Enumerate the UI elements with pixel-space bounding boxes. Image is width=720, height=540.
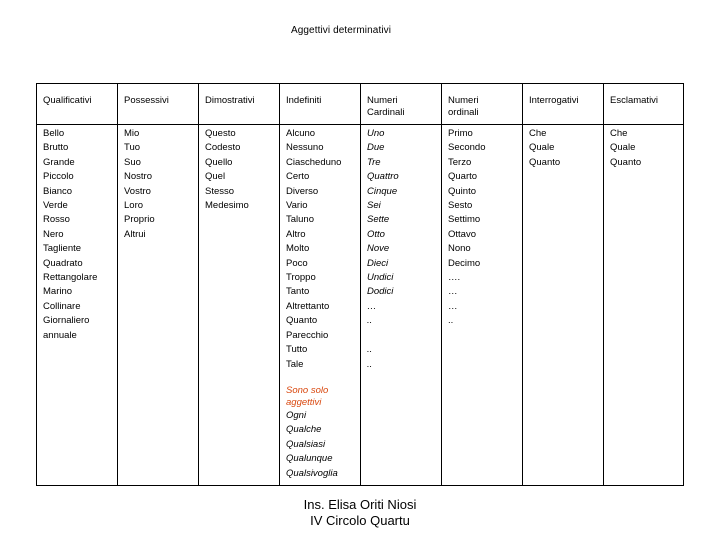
- list-item: Vario: [286, 200, 308, 212]
- list-item: …: [367, 300, 377, 312]
- author-credit: [260, 497, 460, 529]
- header-line: ordinali: [448, 107, 479, 118]
- column-divider: [441, 84, 442, 485]
- list-item: Sei: [367, 200, 381, 212]
- list-item: Rettangolare: [43, 272, 98, 284]
- list-item: Rosso: [43, 214, 70, 226]
- list-item: Taluno: [286, 214, 314, 226]
- list-item: annuale: [43, 329, 77, 341]
- list-item: Quadrato: [43, 257, 83, 269]
- list-item: Brutto: [43, 142, 69, 154]
- header-divider: [37, 124, 683, 125]
- list-item: Qualsivoglia: [286, 467, 338, 479]
- list-dimostrativi: [205, 127, 249, 213]
- list-item: Primo: [448, 128, 473, 139]
- list-item: ..: [448, 315, 454, 327]
- header-numeri-ordinali: [448, 95, 479, 119]
- list-item: Qualche: [286, 424, 322, 436]
- list-item: …: [448, 286, 458, 298]
- list-item: Undici: [367, 272, 394, 284]
- column-divider: [198, 84, 199, 485]
- list-item: Che: [610, 128, 628, 139]
- list-item: Marino: [43, 286, 73, 298]
- list-item: Cinque: [367, 185, 398, 197]
- header-interrogativi: Interrogativi: [529, 95, 579, 106]
- list-item: Altrui: [124, 228, 146, 240]
- list-item: Nessuno: [286, 142, 324, 154]
- list-item: Stesso: [205, 185, 235, 197]
- header-numeri-cardinali: [367, 95, 405, 119]
- column-divider: [360, 84, 361, 485]
- list-item: Troppo: [286, 272, 316, 284]
- list-item: Poco: [286, 257, 308, 269]
- list-item: Ogni: [286, 410, 307, 421]
- adjectives-table: [36, 83, 684, 486]
- school-name: IV Circolo Quartu: [310, 513, 410, 528]
- list-item: Altrettanto: [286, 300, 330, 312]
- list-item: Due: [367, 142, 385, 154]
- list-item: Tre: [367, 156, 381, 168]
- list-qualificativi: [43, 127, 97, 343]
- list-item: Medesimo: [205, 200, 249, 212]
- list-item: Terzo: [448, 156, 472, 168]
- list-item: Quattro: [367, 171, 399, 183]
- list-item: Suo: [124, 156, 141, 168]
- list-item: Quale: [610, 142, 636, 154]
- list-interrogativi: [529, 127, 560, 170]
- author-name: Ins. Elisa Oriti Niosi: [303, 497, 417, 512]
- list-item: Ciascheduno: [286, 156, 342, 168]
- list-item: Certo: [286, 171, 310, 183]
- list-possessivi: [124, 127, 155, 242]
- list-numeri-cardinali: [367, 127, 399, 372]
- list-item: Altro: [286, 228, 306, 240]
- list-esclamativi: [610, 127, 641, 170]
- list-item: Molto: [286, 243, 310, 255]
- list-item: Quanto: [286, 315, 318, 327]
- list-item: Parecchio: [286, 329, 329, 341]
- list-item: Bello: [43, 128, 65, 139]
- list-item: Secondo: [448, 142, 486, 154]
- list-item: Quanto: [529, 156, 561, 168]
- list-item: ..: [367, 315, 373, 327]
- list-item: Nono: [448, 243, 471, 255]
- list-item: Bianco: [43, 185, 73, 197]
- list-item: Nove: [367, 243, 390, 255]
- list-numeri-ordinali: [448, 127, 486, 329]
- list-item: ..: [367, 344, 373, 356]
- list-item: Tale: [286, 358, 304, 370]
- list-item: Diverso: [286, 185, 319, 197]
- list-item: Dieci: [367, 257, 389, 269]
- list-item: Grande: [43, 156, 75, 168]
- list-item: Codesto: [205, 142, 241, 154]
- list-item: Tanto: [286, 286, 310, 298]
- column-divider: [279, 84, 280, 485]
- list-item: Tagliente: [43, 243, 82, 255]
- list-item: Quale: [529, 142, 555, 154]
- list-item: Quinto: [448, 185, 476, 197]
- list-item: Uno: [367, 128, 385, 139]
- list-item: Proprio: [124, 214, 155, 226]
- list-item: Dodici: [367, 286, 394, 298]
- list-item: Piccolo: [43, 171, 74, 183]
- list-item: Mio: [124, 128, 140, 139]
- list-item: Giornaliero: [43, 315, 90, 327]
- list-item: Sette: [367, 214, 390, 226]
- column-divider: [117, 84, 118, 485]
- list-item: Nostro: [124, 171, 152, 183]
- page-title: Aggettivi determinativi: [290, 25, 392, 36]
- column-divider: [522, 84, 523, 485]
- list-item: Tutto: [286, 344, 308, 356]
- column-divider: [603, 84, 604, 485]
- list-item: Qualsiasi: [286, 438, 326, 450]
- list-item: Verde: [43, 200, 68, 212]
- list-item: Sesto: [448, 200, 473, 212]
- header-line: Cardinali: [367, 107, 405, 118]
- list-item: ..: [367, 358, 373, 370]
- list-item: Alcuno: [286, 128, 316, 139]
- list-item: Tuo: [124, 142, 141, 154]
- list-item: Quel: [205, 171, 226, 183]
- list-item: Loro: [124, 200, 144, 212]
- list-item: Quarto: [448, 171, 478, 183]
- header-line: Numeri: [448, 95, 479, 106]
- list-item: ….: [448, 272, 461, 284]
- note-title: Sono solo aggettivi: [286, 385, 329, 408]
- only-adjectives-note: [286, 385, 338, 409]
- list-item: …: [448, 300, 458, 312]
- header-possessivi: Possessivi: [124, 95, 169, 106]
- header-line: Numeri: [367, 95, 398, 106]
- header-indefiniti: Indefiniti: [286, 95, 322, 106]
- list-item: Questo: [205, 128, 236, 139]
- only-adjectives-list: [286, 385, 338, 481]
- list-item: Quello: [205, 156, 233, 168]
- list-item: Qualunque: [286, 453, 333, 465]
- header-esclamativi: Esclamativi: [610, 95, 659, 106]
- list-item: [367, 329, 399, 343]
- header-qualificativi: Qualificativi: [43, 95, 92, 106]
- list-item: Collinare: [43, 300, 81, 312]
- list-item: Vostro: [124, 185, 151, 197]
- header-dimostrativi: Dimostrativi: [205, 95, 255, 106]
- list-item: Ottavo: [448, 228, 476, 240]
- list-indefiniti: [286, 127, 341, 372]
- list-item: Settimo: [448, 214, 481, 226]
- list-item: Otto: [367, 228, 385, 240]
- list-item: Quanto: [610, 156, 642, 168]
- list-item: Decimo: [448, 257, 481, 269]
- list-item: Che: [529, 128, 547, 139]
- list-item: Nero: [43, 228, 64, 240]
